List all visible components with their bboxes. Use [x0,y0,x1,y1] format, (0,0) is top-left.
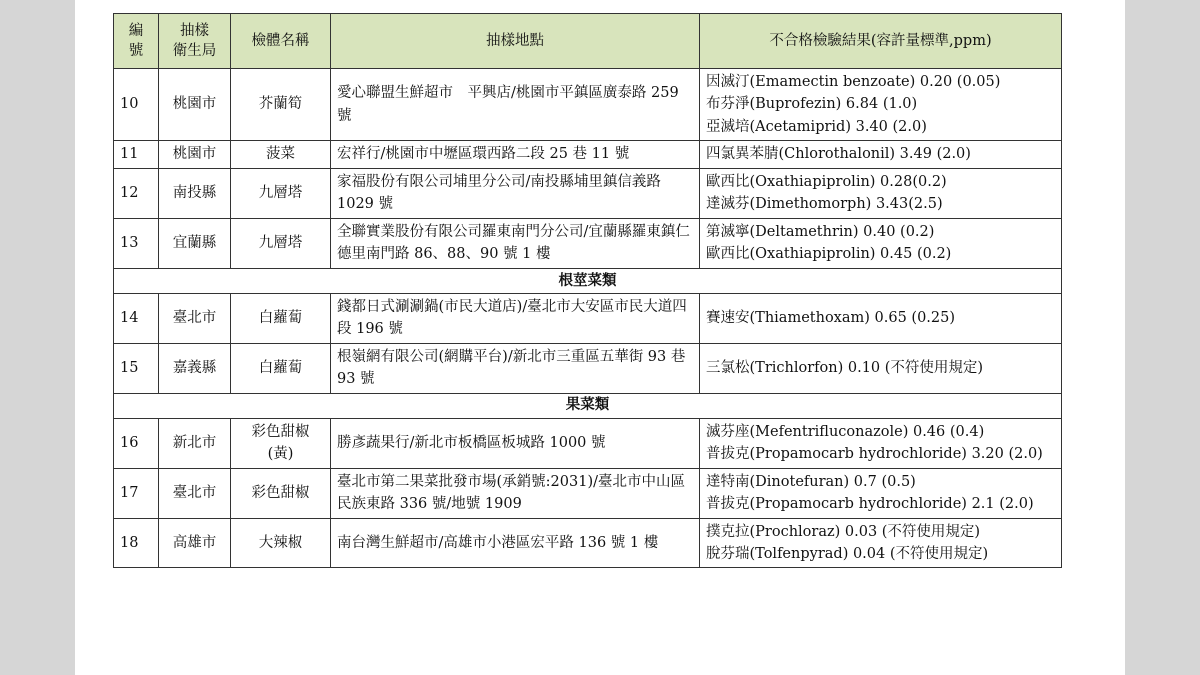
row-item: 九層塔 [231,168,331,218]
table-header-row [114,14,1062,69]
row-results [700,141,1062,168]
right-margin [1125,0,1200,675]
result-line: 達特南(Dinotefuran) 0.7 (0.5) [706,473,916,490]
row-location: 愛心聯盟生鮮超市 平興店/桃園市平鎮區廣泰路 259 號 [331,69,700,141]
result-line: 滅芬座(Mefentrifluconazole) 0.46 (0.4) [706,423,985,440]
row-location: 勝彥蔬果行/新北市板橋區板城路 1000 號 [331,418,700,468]
row-item: 彩色甜椒 [231,468,331,518]
row-bureau: 南投縣 [159,168,231,218]
row-bureau: 桃園市 [159,141,231,168]
table-body-fruit [114,418,1062,568]
result-line: 亞滅培(Acetamiprid) 3.40 (2.0) [706,118,927,135]
row-results [700,168,1062,218]
table-row [114,293,1062,343]
row-bureau: 桃園市 [159,69,231,141]
row-bureau: 高雄市 [159,518,231,568]
section-fruit-vegetables [114,393,1062,418]
row-number: 16 [114,418,159,468]
table-row [114,468,1062,518]
table-row [114,418,1062,468]
row-location: 錢都日式涮涮鍋(市民大道店)/臺北市大安區市民大道四段 196 號 [331,293,700,343]
table-row [114,518,1062,568]
row-item: 菠菜 [231,141,331,168]
result-line: 三氯松(Trichlorfon) 0.10 (不符使用規定) [706,359,984,376]
row-bureau: 臺北市 [159,468,231,518]
row-location: 宏祥行/桃園市中壢區環西路二段 25 巷 11 號 [331,141,700,168]
result-line: 撲克拉(Prochloraz) 0.03 (不符使用規定) [706,523,981,540]
row-item: 彩色甜椒 (黃) [231,418,331,468]
row-results [700,468,1062,518]
row-item: 九層塔 [231,218,331,268]
row-item: 白蘿蔔 [231,293,331,343]
row-bureau: 嘉義縣 [159,343,231,393]
result-line: 四氯異苯腈(Chlorothalonil) 3.49 (2.0) [706,146,971,163]
row-results [700,218,1062,268]
row-results [700,418,1062,468]
section-title: 果菜類 [114,393,1062,418]
row-item: 白蘿蔔 [231,343,331,393]
table-row [114,218,1062,268]
result-line: 第滅寧(Deltamethrin) 0.40 (0.2) [706,223,935,240]
result-line: 歐西比(Oxathiapiprolin) 0.28(0.2) [706,173,947,190]
row-results [700,518,1062,568]
table-body-leafy [114,69,1062,269]
row-number: 11 [114,141,159,168]
row-location: 家福股份有限公司埔里分公司/南投縣埔里鎮信義路 1029 號 [331,168,700,218]
header-item: 檢體名稱 [231,14,331,69]
row-bureau: 新北市 [159,418,231,468]
header-location: 抽樣地點 [331,14,700,69]
result-line: 脫芬瑞(Tolfenpyrad) 0.04 (不符使用規定) [706,545,989,562]
result-line: 歐西比(Oxathiapiprolin) 0.45 (0.2) [706,246,952,263]
table-row [114,343,1062,393]
result-line: 因滅汀(Emamectin benzoate) 0.20 (0.05) [706,74,1001,90]
left-margin [0,0,75,675]
row-location: 臺北市第二果菜批發市場(承銷號:2031)/臺北市中山區民族東路 336 號/地號 1909 [331,468,700,518]
table-body-root [114,293,1062,393]
header-bureau: 抽樣 衛生局 [159,14,231,69]
row-bureau: 臺北市 [159,293,231,343]
row-item: 大辣椒 [231,518,331,568]
header-number: 編 號 [114,14,159,69]
row-number: 10 [114,69,159,141]
row-location: 南台灣生鮮超市/高雄市小港區宏平路 136 號 1 樓 [331,518,700,568]
row-number: 15 [114,343,159,393]
section-title: 根莖菜類 [114,268,1062,293]
row-number: 18 [114,518,159,568]
document-page [75,0,1125,675]
row-number: 17 [114,468,159,518]
table-row [114,168,1062,218]
row-bureau: 宜蘭縣 [159,218,231,268]
row-number: 12 [114,168,159,218]
row-results [700,343,1062,393]
row-location: 根嶺網有限公司(網購平台)/新北市三重區五華街 93 巷 93 號 [331,343,700,393]
result-line: 普拔克(Propamocarb hydrochloride) 3.20 (2.0) [706,446,1043,463]
row-results [700,69,1062,141]
result-line: 達滅芬(Dimethomorph) 3.43(2.5) [706,196,943,213]
header-result: 不合格檢驗結果(容許量標準,ppm) [700,14,1062,69]
row-results [700,293,1062,343]
table-row [114,141,1062,168]
row-item: 芥蘭筍 [231,69,331,141]
row-location: 全聯實業股份有限公司羅東南門分公司/宜蘭縣羅東鎮仁德里南門路 86、88、90 號 1 樓 [331,218,700,268]
section-root-vegetables [114,268,1062,293]
row-number: 14 [114,293,159,343]
result-line: 賽速安(Thiamethoxam) 0.65 (0.25) [706,309,956,326]
inspection-results-table [113,13,1062,568]
table-row [114,69,1062,141]
row-number: 13 [114,218,159,268]
result-line: 布芬淨(Buprofezin) 6.84 (1.0) [706,96,918,113]
result-line: 普拔克(Propamocarb hydrochloride) 2.1 (2.0) [706,496,1034,513]
